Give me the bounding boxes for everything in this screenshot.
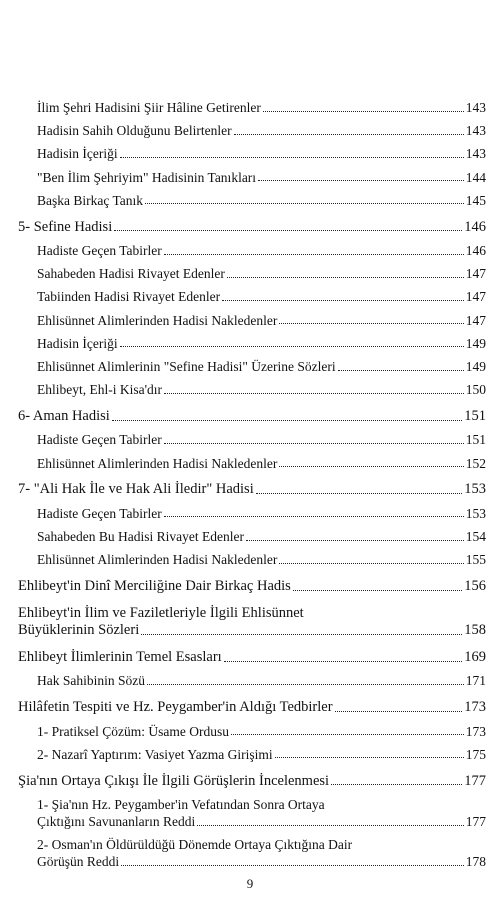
toc-page-number: 147 [465, 312, 486, 328]
toc-page-number: 171 [465, 673, 486, 689]
toc-entry-title: 6- Aman Hadisi [18, 407, 110, 424]
toc-entry-title: 1- Pratiksel Çözüm: Üsame Ordusu [37, 723, 229, 739]
toc-page-number: 177 [464, 772, 486, 789]
toc-entry-title: Hilâfetin Tespiti ve Hz. Peygamber'in Aldığı Tedbirler [18, 699, 333, 716]
dot-leader [164, 393, 464, 394]
toc-page-number: 151 [465, 432, 486, 448]
dot-leader [331, 784, 462, 785]
toc-entry-title: Ehlisünnet Alimlerinin "Sefine Hadisi" Üzerine Sözleri [37, 359, 336, 374]
toc-page-number: 175 [465, 746, 486, 762]
toc-page-number: 143 [465, 100, 486, 115]
dot-leader [164, 443, 464, 444]
dot-leader [147, 684, 464, 685]
toc-entry-title-line: 1- Şia'nın Hz. Peygamber'in Vefatından Sonra Ortaya [37, 797, 325, 812]
dot-leader [164, 516, 464, 517]
toc-entry-title: Ehlibeyt İlimlerinin Temel Esasları [18, 648, 222, 665]
toc-entry-title: Ehlibeyt'in Dinî Merciliğine Dair Birkaç Hadis [18, 577, 291, 594]
dot-leader [293, 590, 462, 591]
toc-page-number: 149 [465, 359, 486, 374]
dot-leader [197, 825, 464, 826]
toc-entry-title: 2- Nazarî Yaptırım: Vasiyet Yazma Girişimi [37, 746, 273, 762]
dot-leader [112, 420, 462, 421]
dot-leader [120, 157, 464, 158]
toc-entry-title: Tabiinden Hadisi Rivayet Edenler [37, 289, 221, 305]
toc-page-number: 178 [465, 854, 486, 870]
toc-entry-title-line: 2- Osman'ın Öldürüldüğü Dönemde Ortaya Çıktığına Dair [37, 837, 353, 853]
dot-leader [279, 323, 463, 324]
toc-page-number: 145 [465, 192, 486, 208]
toc-entry-title: Şia'nın Ortaya Çıkışı İle İlgili Görüşlerin İncelenmesi [18, 772, 330, 789]
toc-page-number: 147 [465, 266, 486, 282]
dot-leader [263, 111, 464, 112]
dot-leader [335, 711, 463, 712]
toc-page-number: 153 [464, 481, 486, 498]
toc-page-number: 151 [464, 407, 486, 424]
toc-page-number: 173 [464, 699, 486, 716]
toc-entry-title: Hadiste Geçen Tabirler [37, 432, 162, 448]
toc-entry-title: Büyüklerinin Sözleri [18, 621, 140, 638]
dot-leader [114, 230, 462, 231]
toc-entry-title: Sahabeden Bu Hadisi Rivayet Edenler [37, 529, 244, 544]
dot-leader [279, 466, 463, 467]
toc-page-number: 158 [464, 621, 486, 638]
toc-page-number: 173 [465, 723, 486, 739]
toc-entry-title: Hadisin Sahih Olduğunu Belirtenler [37, 123, 232, 139]
dot-leader [141, 634, 462, 635]
toc-page-number: 154 [465, 529, 486, 544]
dot-leader [246, 540, 464, 541]
page-number: 9 [246, 876, 254, 891]
toc-page-number: 152 [465, 455, 486, 471]
toc-page-number: 147 [465, 289, 486, 305]
toc-entry-title: Çıktığını Savunanların Reddi [37, 814, 196, 829]
dot-leader [234, 134, 464, 135]
toc-entry-title: Ehlisünnet Alimlerinden Hadisi Nakledenler [37, 455, 278, 471]
dot-leader [275, 757, 464, 758]
toc-entry-title: "Ben İlim Şehriyim" Hadisinin Tanıkları [37, 169, 257, 185]
toc-page-number: 149 [465, 335, 486, 351]
toc-entry-title: 5- Sefine Hadisi [18, 218, 113, 235]
toc-entry-title: Hak Sahibinin Sözü [37, 673, 145, 689]
toc-page-number: 143 [465, 146, 486, 162]
dot-leader [227, 277, 464, 278]
dot-leader [231, 734, 464, 735]
toc-page-number: 144 [465, 169, 486, 185]
dot-leader [121, 865, 464, 866]
toc-entry-title: İlim Şehri Hadisini Şiir Hâline Getirenler [37, 100, 261, 115]
dot-leader [256, 493, 463, 494]
dot-leader [120, 346, 464, 347]
toc-entry-title: 7- "Ali Hak İle ve Hak Ali İledir" Hadisi [18, 481, 254, 498]
toc-entry-title: Hadisin İçeriği [37, 335, 118, 351]
toc-page-number: 153 [465, 505, 486, 521]
dot-leader [224, 661, 463, 662]
toc-entry-title: Hadiste Geçen Tabirler [37, 243, 162, 258]
toc-entry-title: Başka Birkaç Tanık [37, 192, 144, 208]
toc-entry-title: Sahabeden Hadisi Rivayet Edenler [37, 266, 225, 282]
dot-leader [222, 300, 464, 301]
toc-entry-title-line: Ehlibeyt'in İlim ve Faziletleriyle İlgili Ehlisünnet [18, 604, 304, 621]
toc-page-number: 150 [465, 382, 486, 398]
toc-page-number: 169 [464, 648, 486, 665]
dot-leader [145, 203, 464, 204]
toc-entry-title: Ehlisünnet Alimlerinden Hadisi Nakledenler [37, 552, 278, 568]
toc-entry-title: Ehlibeyt, Ehl-i Kisa'dır [37, 382, 163, 398]
toc-page-number: 143 [465, 123, 486, 139]
toc-entry-title: Ehlisünnet Alimlerinden Hadisi Nakledenler [37, 312, 278, 328]
toc-entry-title: Görüşün Reddi [37, 854, 120, 870]
toc-entry-title: Hadisin İçeriği [37, 146, 118, 162]
dot-leader [258, 180, 464, 181]
dot-leader [338, 370, 464, 371]
toc-page-number: 156 [464, 577, 486, 594]
toc-page-number: 146 [465, 243, 486, 258]
dot-leader [279, 563, 463, 564]
toc-page-number: 146 [464, 218, 486, 235]
toc-page-number: 177 [465, 814, 486, 829]
dot-leader [164, 254, 464, 255]
toc-entry-title: Hadiste Geçen Tabirler [37, 505, 162, 521]
toc-page-number: 155 [465, 552, 486, 568]
